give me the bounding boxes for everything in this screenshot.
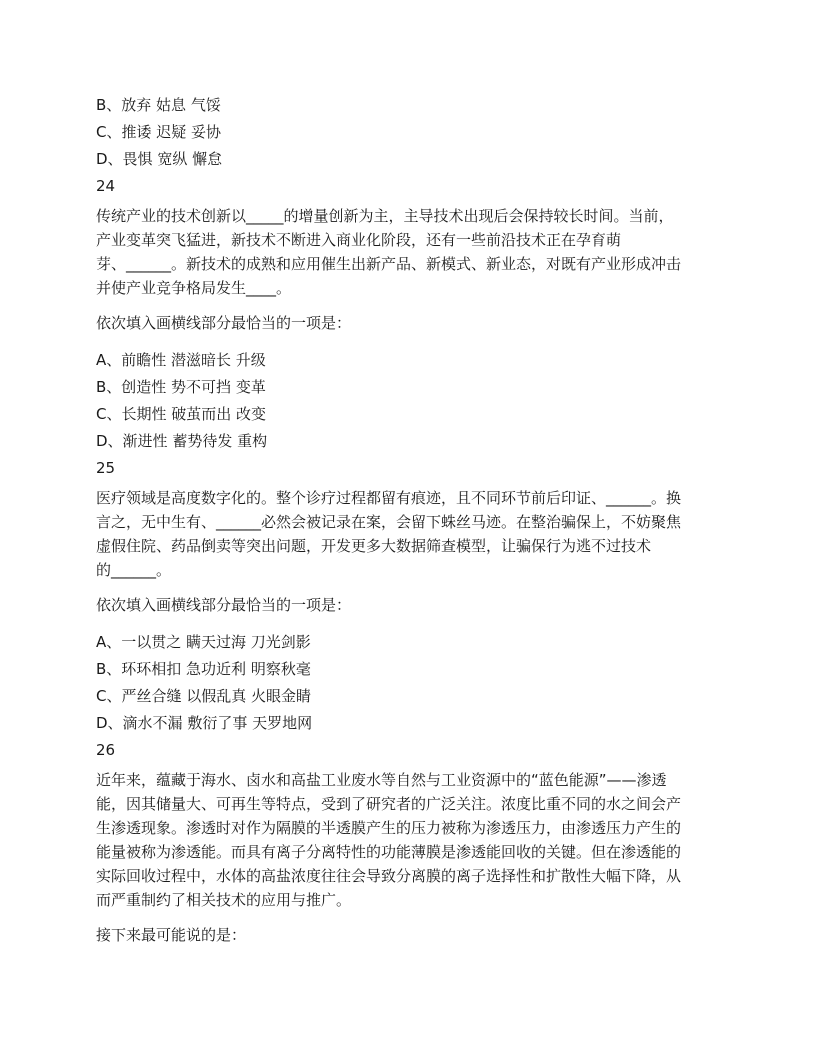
q24-passage-line: 并使产业竞争格局发生____。: [96, 279, 292, 297]
q24-option-a[interactable]: A、前瞻性 潜滋暗长 升级: [96, 351, 266, 369]
q25-option-a[interactable]: A、一以贯之 瞒天过海 刀光剑影: [96, 633, 311, 651]
q25-passage-line: 的______。: [96, 561, 172, 579]
q24-passage-line: 产业变革突飞猛进，新技术不断进入商业化阶段，还有一些前沿技术正在孕育萌: [96, 231, 622, 249]
q26-passage-line: 能量被称为渗透能。而具有离子分离特性的功能薄膜是渗透能回收的关键。但在渗透能的: [96, 843, 682, 861]
q25-option-c[interactable]: C、严丝合缝 以假乱真 火眼金睛: [96, 687, 312, 705]
q25-passage-line: 医疗领域是高度数字化的。整个诊疗过程都留有痕迹，且不同环节前后印证、______。换: [96, 489, 682, 507]
q25-number: 25: [96, 459, 116, 477]
q24-passage-line: 芽、______。新技术的成熟和应用催生出新产品、新模式、新业态，对既有产业形成冲击: [96, 255, 682, 273]
q24-number: 24: [96, 177, 116, 195]
q23-option-b[interactable]: B、放弃 姑息 气馁: [96, 96, 221, 114]
q26-prompt: 接下来最可能说的是：: [96, 926, 247, 944]
q25-prompt: 依次填入画横线部分最恰当的一项是：: [96, 596, 352, 614]
q25-options: [96, 629, 722, 737]
q24-passage-line: 传统产业的技术创新以_____的增量创新为主，主导技术出现后会保持较长时间。当前，: [96, 207, 674, 225]
q25-passage: [96, 486, 722, 582]
q25-passage-line: 言之，无中生有、______必然会被记录在案，会留下蛛丝马迹。在整治骗保上，不妨聚焦: [96, 513, 682, 531]
question-26: [96, 737, 722, 949]
q26-passage-line: 实际回收过程中，水体的高盐浓度往往会导致分离膜的离子选择性和扩散性大幅下降，从: [96, 867, 682, 885]
q23-options: [96, 92, 722, 173]
q23-option-d[interactable]: D、畏惧 宽纵 懈怠: [96, 150, 223, 168]
q24-prompt: 依次填入画横线部分最恰当的一项是：: [96, 314, 352, 332]
q24-passage: [96, 204, 722, 300]
q25-passage-line: 虚假住院、药品倒卖等突出问题，开发更多大数据筛查模型，让骗保行为逃不过技术: [96, 537, 652, 555]
q26-number: 26: [96, 741, 116, 759]
q24-options: [96, 347, 722, 455]
q26-passage-line: 近年来，蕴藏于海水、卤水和高盐工业废水等自然与工业资源中的“蓝色能源”——渗透: [96, 771, 667, 789]
q26-passage-line: 而严重制约了相关技术的应用与推广。: [96, 891, 352, 909]
q24-option-d[interactable]: D、渐进性 蓄势待发 重构: [96, 432, 268, 450]
document-page: [96, 92, 722, 959]
q24-option-c[interactable]: C、长期性 破茧而出 改变: [96, 405, 267, 423]
q24-option-b[interactable]: B、创造性 势不可挡 变革: [96, 378, 266, 396]
q25-option-b[interactable]: B、环环相扣 急功近利 明察秋毫: [96, 660, 311, 678]
question-25: [96, 455, 722, 737]
q26-passage-line: 生渗透现象。渗透时对作为隔膜的半透膜产生的压力被称为渗透压力，由渗透压力产生的: [96, 819, 682, 837]
q26-passage: [96, 768, 722, 912]
q25-option-d[interactable]: D、滴水不漏 敷衍了事 天罗地网: [96, 714, 313, 732]
question-24: [96, 173, 722, 455]
q23-option-c[interactable]: C、推诿 迟疑 妥协: [96, 123, 222, 141]
q26-passage-line: 能，因其储量大、可再生等特点，受到了研究者的广泛关注。浓度比重不同的水之间会产: [96, 795, 682, 813]
